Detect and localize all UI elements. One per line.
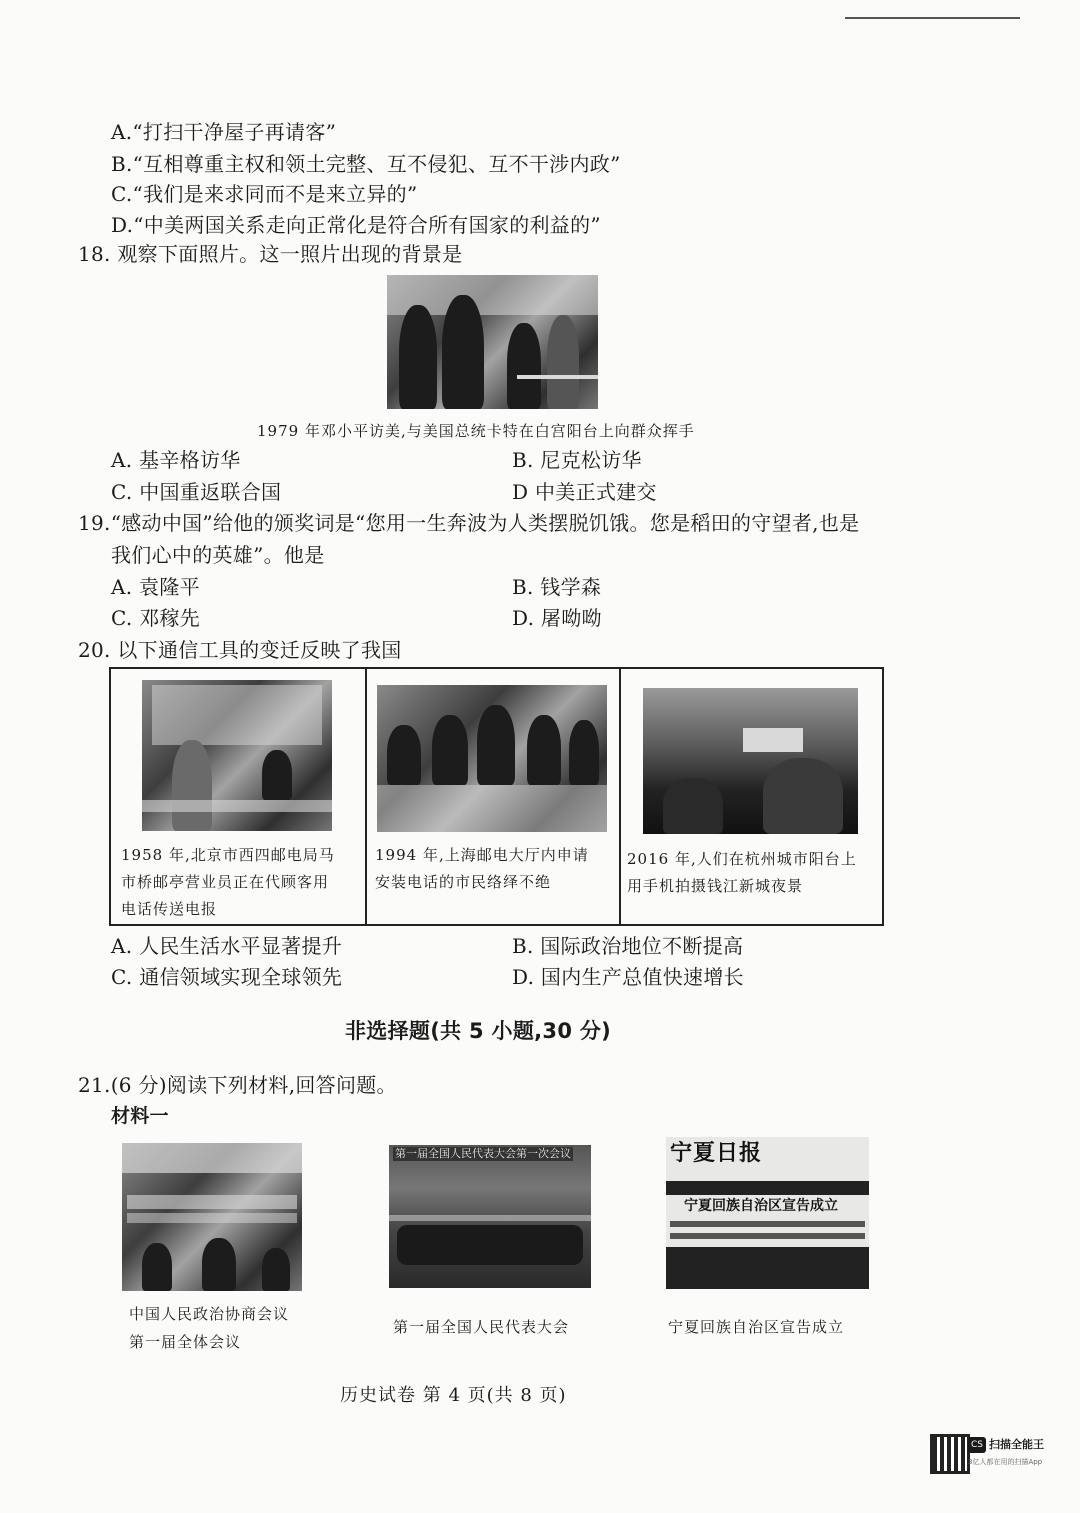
q21-material-label: 材料一 [111,1105,169,1127]
newspaper-headline: 宁夏回族自治区宣告成立 [684,1198,838,1214]
q20-photo-2016 [643,688,858,834]
q20-option-d: D. 国内生产总值快速增长 [512,965,744,989]
q20-caption-1-line1: 1958 年,北京市西四邮电局马 [121,846,335,864]
q18-option-c: C. 中国重返联合国 [111,480,282,504]
q19-option-c: C. 邓稼先 [111,606,201,630]
q20-caption-1-line3: 电话传送电报 [121,900,218,918]
q20-photo-1994 [377,685,607,832]
q21-caption-3: 宁夏回族自治区宣告成立 [668,1318,845,1336]
q20-caption-3-line1: 2016 年,人们在杭州城市阳台上 [627,850,857,868]
q17-option-c: C.“我们是来求同而不是来立异的” [111,182,418,206]
q20-option-b: B. 国际政治地位不断提高 [512,934,744,958]
page-footer: 历史试卷 第 4 页(共 8 页) [340,1385,567,1406]
scanner-app-tagline: 3亿人都在用的扫描App [968,1458,1043,1466]
q21-caption-2: 第一届全国人民代表大会 [393,1318,570,1336]
q21-photo-cppcc [122,1143,302,1291]
q19-option-b: B. 钱学森 [512,575,602,599]
q21-stem: 21.(6 分)阅读下列材料,回答问题。 [78,1073,397,1097]
q18-option-b: B. 尼克松访华 [512,448,642,472]
q21-photo-ningxia-newspaper [666,1137,869,1289]
q19-stem-line1: 19.“感动中国”给他的颁奖词是“您用一生奔波为人类摆脱饥饿。您是稻田的守望者,也是 [78,511,860,535]
q17-option-b: B.“互相尊重主权和领土完整、互不侵犯、互不干涉内政” [111,152,621,176]
q20-caption-2-line1: 1994 年,上海邮电大厅内申请 [375,846,589,864]
newspaper-masthead: 宁夏日报 [670,1140,763,1166]
q20-caption-3-line2: 用手机拍摄钱江新城夜景 [627,877,804,895]
npc-banner: 第一届全国人民代表大会第一次会议 [395,1147,571,1160]
q18-option-d: D 中美正式建交 [512,480,657,504]
q18-option-a: A. 基辛格访华 [111,448,241,472]
section-title: 非选择题(共 5 小题,30 分) [345,1019,612,1043]
q20-caption-2-line2: 安装电话的市民络绎不绝 [375,873,552,891]
qr-code-icon [933,1437,967,1471]
q20-option-c: C. 通信领域实现全球领先 [111,965,343,989]
camscanner-logo-icon: CS [968,1437,986,1453]
scan-edge-line [845,17,1020,19]
q20-option-a: A. 人民生活水平显著提升 [111,934,343,958]
q17-option-a: A.“打扫干净屋子再请客” [111,120,337,144]
q17-option-d: D.“中美两国关系走向正常化是符合所有国家的利益的” [111,213,601,237]
q21-photo-npc [389,1145,591,1288]
q19-stem-line2: 我们心中的英雄”。他是 [111,543,325,567]
q21-caption-1-line2: 第一届全体会议 [129,1333,242,1351]
scanner-app-name: 扫描全能王 [989,1438,1044,1451]
q18-photo [387,275,598,409]
q20-photo-1958 [142,680,332,831]
q21-caption-1-line1: 中国人民政治协商会议 [129,1305,290,1323]
q20-photo-table [109,667,884,926]
q20-stem: 20. 以下通信工具的变迁反映了我国 [78,638,402,662]
q18-photo-caption: 1979 年邓小平访美,与美国总统卡特在白宫阳台上向群众挥手 [257,422,695,440]
q19-option-a: A. 袁隆平 [111,575,200,599]
q18-stem: 18. 观察下面照片。这一照片出现的背景是 [78,242,463,266]
q20-caption-1-line2: 市桥邮亭营业员正在代顾客用 [121,873,330,891]
q19-option-d: D. 屠呦呦 [512,606,602,630]
